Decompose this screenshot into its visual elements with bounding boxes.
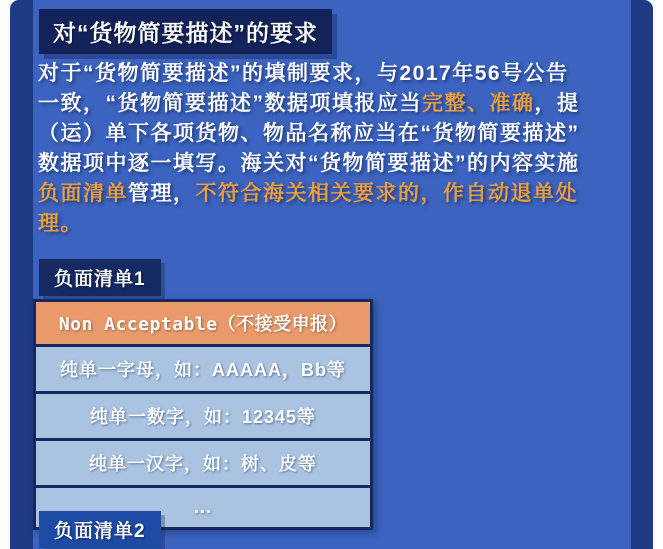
table-row: 纯单一数字，如：12345等 [36, 394, 370, 438]
body-text: 管理， [128, 182, 196, 205]
page-title: 对“货物简要描述”的要求 [39, 9, 332, 54]
body-paragraph [38, 59, 632, 239]
negative-list-table [33, 299, 373, 530]
section-label-negative-list-1: 负面清单1 [39, 259, 161, 296]
body-text: 对于“货物简要描述”的填制要求，与2017年56号公告 [38, 62, 569, 85]
body-text: （运）单下各项货物、物品名称应当在“货物简要描述” [38, 122, 580, 145]
section-label-negative-list-2: 负面清单2 [39, 511, 161, 548]
table-header-non-acceptable: Non Acceptable（不接受申报） [36, 302, 370, 344]
highlighted-text: 理。 [38, 212, 83, 235]
body-text: 数据项中逐一填写。海关对“货物简要描述”的内容实施 [38, 152, 580, 175]
paragraph-line [38, 89, 632, 119]
paragraph-line [38, 119, 632, 149]
body-text: 一致，“货物简要描述”数据项填报应当 [38, 92, 422, 115]
highlighted-text: 不符合海关相关要求的，作自动退单处 [195, 182, 578, 205]
table-row: ... [36, 488, 370, 527]
highlighted-text: 负面清单 [38, 182, 128, 205]
paragraph-line [38, 149, 632, 179]
table-row: 纯单一字母，如：AAAAA，Bb等 [36, 347, 370, 391]
table-row: 纯单一汉字，如：树、皮等 [36, 441, 370, 485]
table-body [36, 347, 370, 527]
highlighted-text: 完整、准确 [422, 92, 535, 115]
content-panel [10, 0, 653, 549]
paragraph-line [38, 59, 632, 89]
body-text: ，提 [534, 92, 580, 115]
paragraph-line [38, 209, 632, 239]
paragraph-line [38, 179, 632, 209]
